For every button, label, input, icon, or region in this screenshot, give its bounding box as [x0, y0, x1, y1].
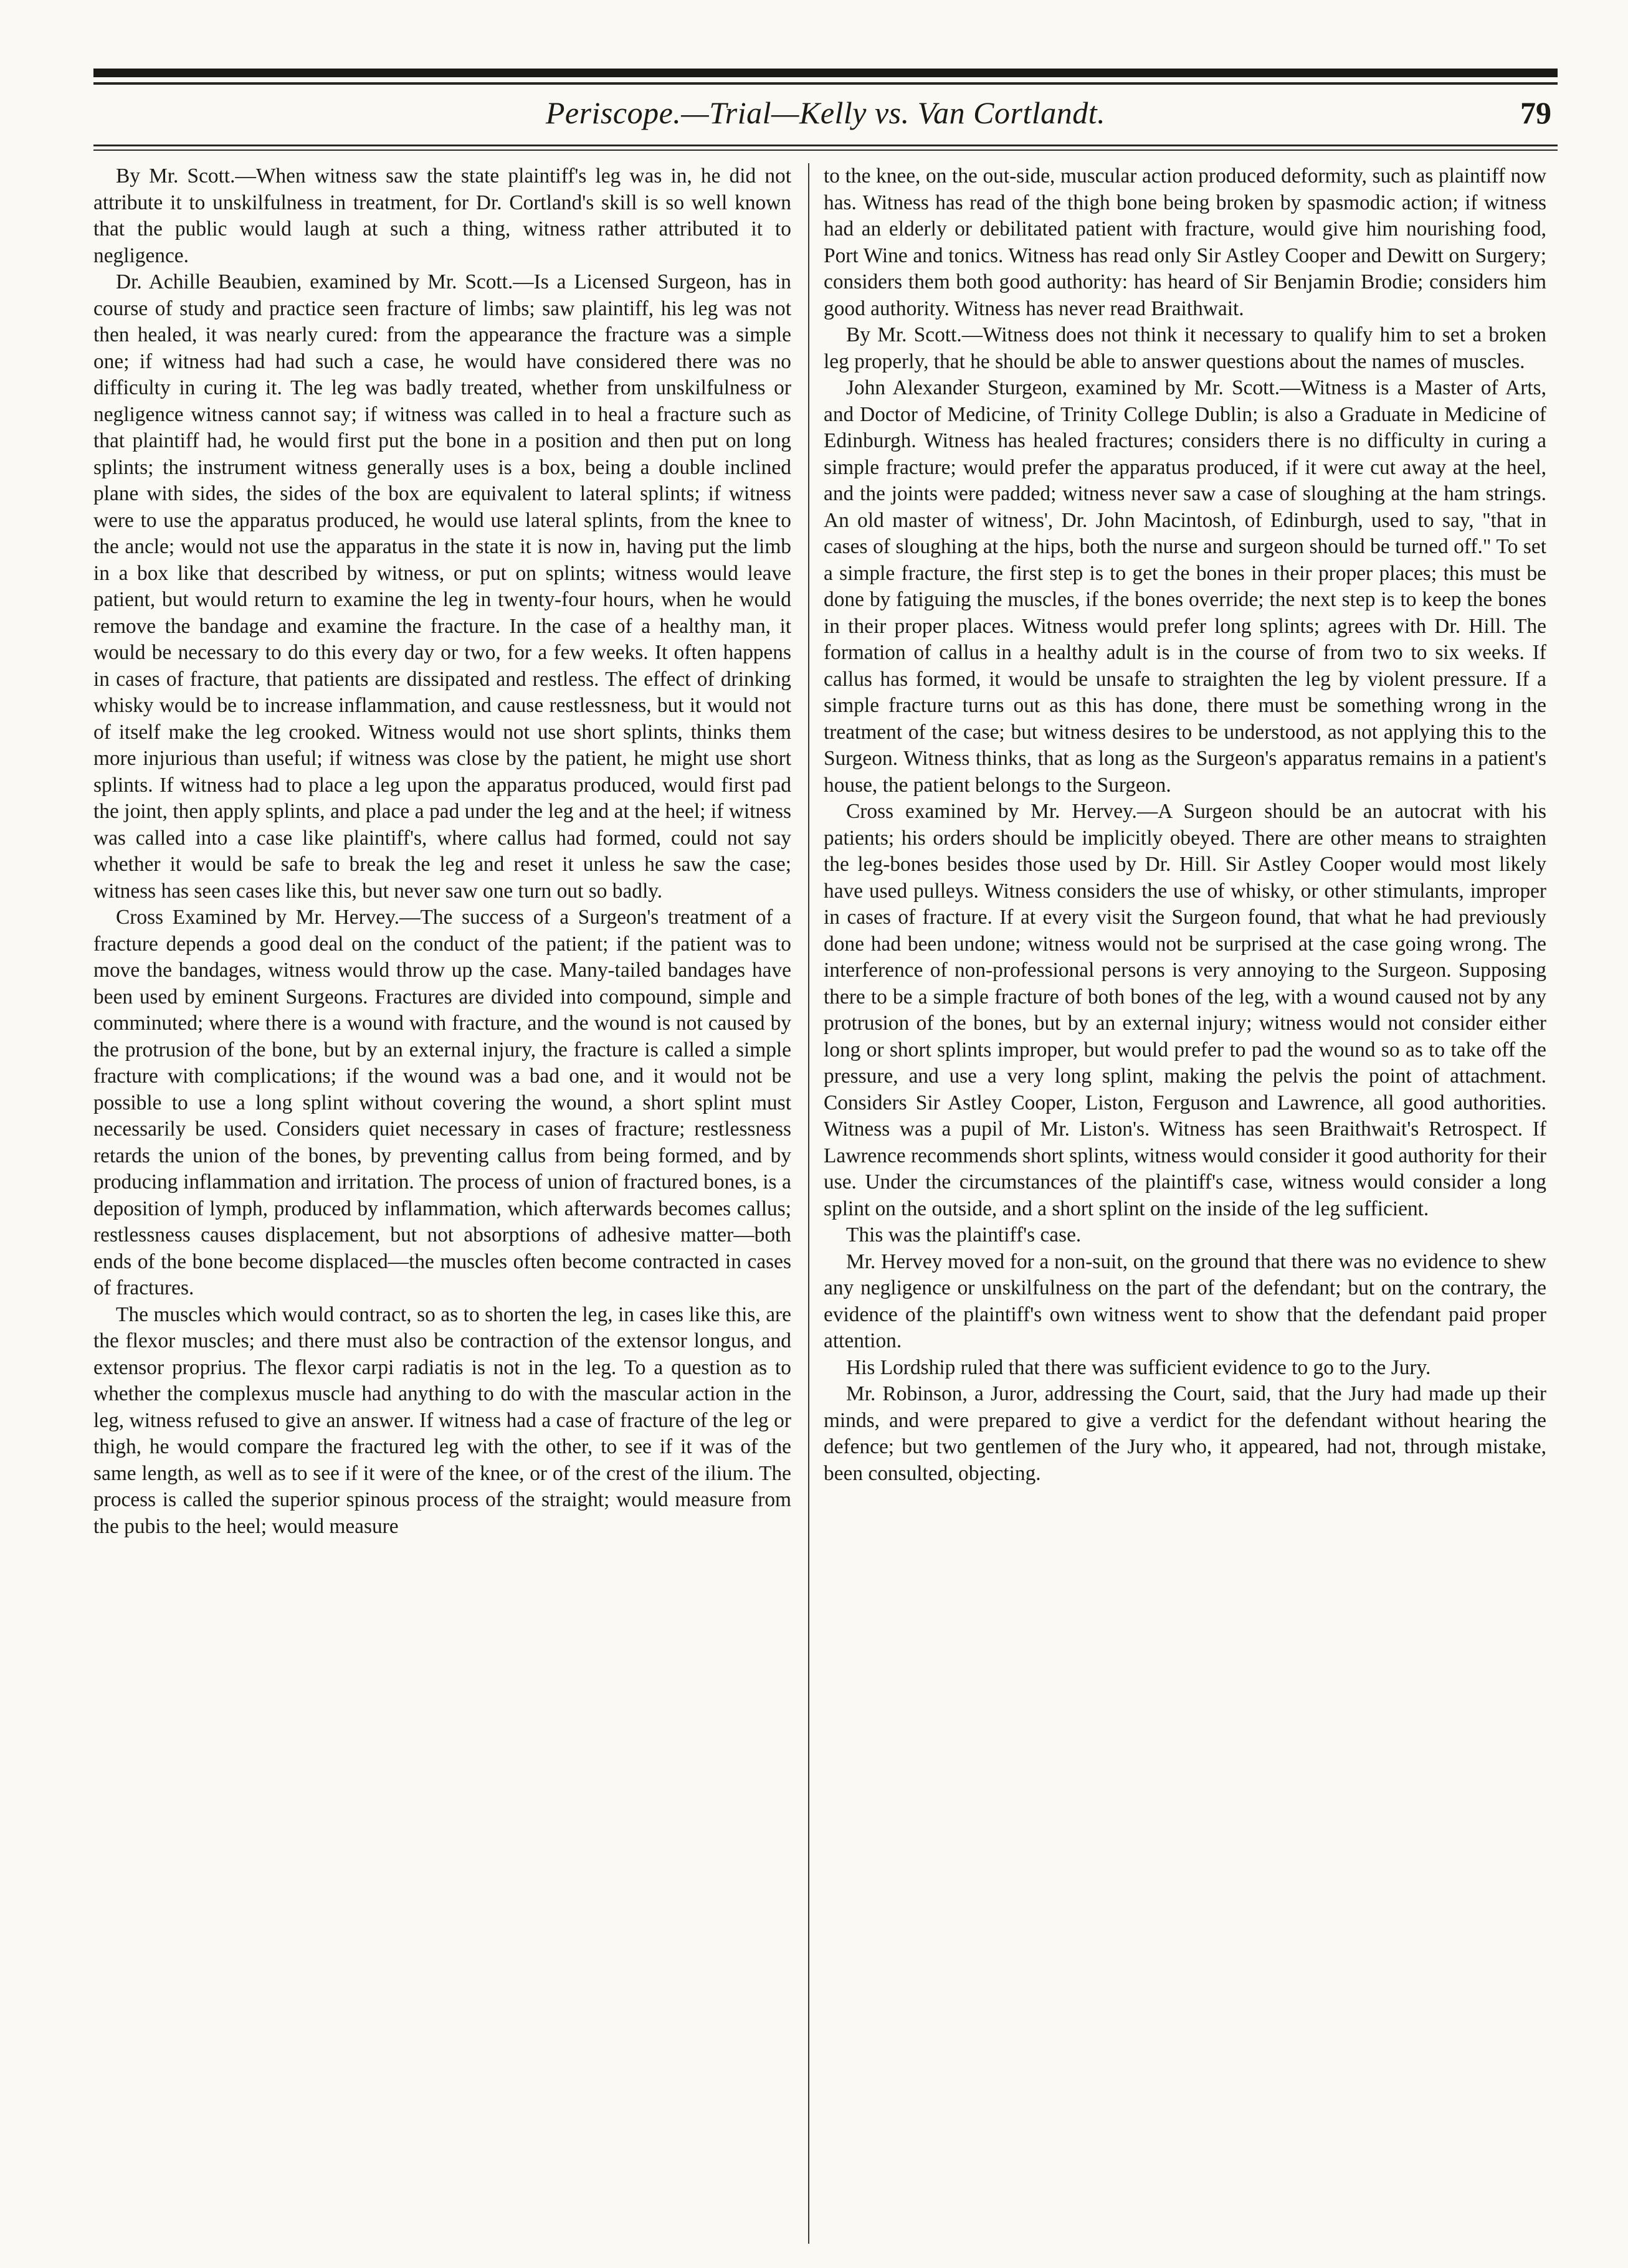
paragraph: This was the plaintiff's case.: [846, 1223, 1082, 1246]
paragraph: The muscles which would contract, so as to shorten the leg, in cases like this, are the flexor muscles; and there must also be contraction of the extensor longus, and extensor proprius. The flexor carpi radiatis is not in the leg. To a question as to whether the complexus muscle had anything to do with the mascular action in the leg, witness refused to give an answer. If witness had a case of fracture of the leg or thigh, he would compare the fractured leg with the other, to see if it was of the same length, as well as to see if it were of the knee, or of the crest of the ilium. The process is called the superior spinous process of the straight; would measure from the pubis to the heel; would measure: [93, 1302, 791, 1538]
paragraph: John Alexander Sturgeon, examined by Mr. Scott.—Witness is a Master of Arts, and Doctor of Medicine, of Trinity College Dublin; is also a Graduate in Medicine of Edinburgh. Witness has healed fractures; considers there is no difficulty in curing a simple fracture; would prefer the apparatus produced, if it were cut away at the heel, and the joints were padded; witness never saw a case of sloughing at the ham strings. An old master of witness', Dr. John Macintosh, of Edinburgh, used to say, "that in cases of sloughing at the hips, both the nurse and surgeon should be turned off." To set a simple fracture, the first step is to get the bones in their proper places; this must be done by fatiguing the muscles, if the bones override; the next step is to keep the bones in their proper places. Witness would prefer long splints; agrees with Dr. Hill. The formation of callus in a healthy adult is in the course of from two to six weeks. If callus has formed, it would be unsafe to straighten the leg by violent pressure. If a simple fracture turns out as this has done, there must be something wrong in the treatment of the case; but witness desires to be understood, as not applying this to the Surgeon. Witness thinks, that as long as the Surgeon's apparatus remains in a patient's house, the patient belongs to the Surgeon.: [824, 376, 1546, 797]
left-column: [93, 163, 791, 2250]
column-divider: [808, 163, 809, 2244]
paragraph: Mr. Hervey moved for a non-suit, on the ground that there was no evidence to shew any negligence or unskilfulness on the part of the defendant; but on the contrary, the evidence of the plaintiff's own witness went to show that the defendant paid proper attention.: [824, 1250, 1546, 1352]
page-number: 79: [1520, 95, 1551, 130]
top-rule-thick: [93, 69, 1558, 77]
paragraph: Dr. Achille Beaubien, examined by Mr. Scott.—Is a Licensed Surgeon, has in course of study and practice seen fracture of limbs; saw plaintiff, his leg was not then healed, it was nearly cured: from the appearance the fracture was a simple one; if witness had had such a case, he would have considered there was no difficulty in curing it. The leg was badly treated, whether from unskilfulness or negligence witness cannot say; if witness was called in to heal a fracture such as that plaintiff had, he would first put the bone in a position and then put on long splints; the instrument witness generally uses is a box, being a double inclined plane with sides, the sides of the box are equivalent to lateral splints; if witness were to use the apparatus produced, he would use lateral splints, from the knee to the ancle; would not use the apparatus in the state it is now in, having put the limb in a box like that described by witness, or put on splints; witness would leave patient, but would return to examine the leg in twenty-four hours, when he would remove the bandage and examine the fracture. In the case of a healthy man, it would be necessary to do this every day or two, for a few weeks. It often happens in cases of fracture, that patients are dissipated and restless. The effect of drinking whisky would be to increase inflammation, and cause restlessness, but it would not of itself make the leg crooked. Witness would not use short splints, thinks them more injurious than useful; if witness was close by the patient, he might use short splints. If witness had to place a leg upon the apparatus produced, would first pad the joint, then apply splints, and place a pad under the leg and at the heel; if witness was called into a case like plaintiff's, where callus had formed, could not say whether it would be safe to break the leg and reset it unless he saw the case; witness has seen cases like this, but never saw one turn out so badly.: [93, 270, 791, 903]
paragraph: His Lordship ruled that there was sufficient evidence to go to the Jury.: [846, 1355, 1431, 1379]
paragraph: By Mr. Scott.—Witness does not think it necessary to qualify him to set a broken leg properly, that he should be able to answer questions about the names of muscles.: [824, 323, 1546, 373]
paragraph: to the knee, on the out-side, muscular action produced deformity, such as plaintiff now has. Witness has read of the thigh bone being broken by spasmodic action; if witness had an elderly or debilitated patient with fracture, would give him nourishing food, Port Wine and tonics. Witness has read only Sir Astley Cooper and Dewitt on Surgery; considers them both good authority: has heard of Sir Benjamin Brodie; considers him good authority. Witness has never read Braithwait.: [824, 164, 1546, 320]
paragraph: Cross examined by Mr. Hervey.—A Surgeon should be an autocrat with his patients; his orders should be implicitly obeyed. There are other means to straighten the leg-bones besides those used by Dr. Hill. Sir Astley Cooper would most likely have used pulleys. Witness considers the use of whisky, or other stimulants, improper in cases of fracture. If at every visit the Surgeon found, that what he had previously done had been undone; witness would not be surprised at the case going wrong. The interference of non-professional persons is very annoying to the Surgeon. Supposing there to be a simple fracture of both bones of the leg, with a wound caused not by any protrusion of the bones, but by an external injury; witness would not consider either long or short splints improper, but would prefer to pad the wound so as to take off the pressure, and use a very long splint, making the pelvis the point of attachment. Considers Sir Astley Cooper, Liston, Ferguson and Lawrence, all good authorities. Witness was a pupil of Mr. Liston's. Witness has seen Braithwait's Retrospect. If Lawrence recommends short splints, witness would consider it good authority for their use. Under the circumstances of the plaintiff's case, witness would consider a long splint on the outside, and a short splint on the inside of the leg sufficient.: [824, 800, 1546, 1220]
running-title: Periscope.—Trial—Kelly vs. Van Cortlandt.: [545, 95, 1106, 130]
paragraph: By Mr. Scott.—When witness saw the state plaintiff's leg was in, he did not attribute it to unskilfulness in treatment, for Dr. Cortland's skill is so well known that the public would laugh at such a thing, witness rather attributed it to negligence.: [93, 164, 791, 267]
header-rule: [93, 145, 1558, 146]
header-rule-second: [93, 149, 1558, 151]
page-header: [93, 92, 1558, 142]
paragraph: Mr. Robinson, a Juror, addressing the Court, said, that the Jury had made up their minds, and were prepared to give a verdict for the defendant without hearing the defence; but two gentlemen of the Jury who, it appeared, had not, through mistake, been consulted, objecting.: [824, 1382, 1546, 1485]
right-column: [824, 163, 1546, 2250]
top-rule-thin: [93, 82, 1558, 85]
paragraph: Cross Examined by Mr. Hervey.—The success of a Surgeon's treatment of a fracture depends a good deal on the conduct of the patient; if the patient was to move the bandages, witness would throw up the case. Many-tailed bandages have been used by eminent Surgeons. Fractures are divided into compound, simple and comminuted; where there is a wound with fracture, and the wound is not caused by the protrusion of the bone, but by an external injury, the fracture is called a simple fracture with complications; if the wound was a bad one, and it would not be possible to use a long splint without covering the wound, a short splint must necessarily be used. Considers quiet necessary in cases of fracture; restlessness retards the union of the bones, by preventing callus from being formed, and by producing inflammation and irritation. The process of union of fractured bones, is a deposition of lymph, produced by inflammation, which afterwards becomes callus; restlessness causes displacement, but not absorptions of adhesive matter—both ends of the bone become displaced—the muscles often become contracted in cases of fractures.: [93, 906, 791, 1299]
